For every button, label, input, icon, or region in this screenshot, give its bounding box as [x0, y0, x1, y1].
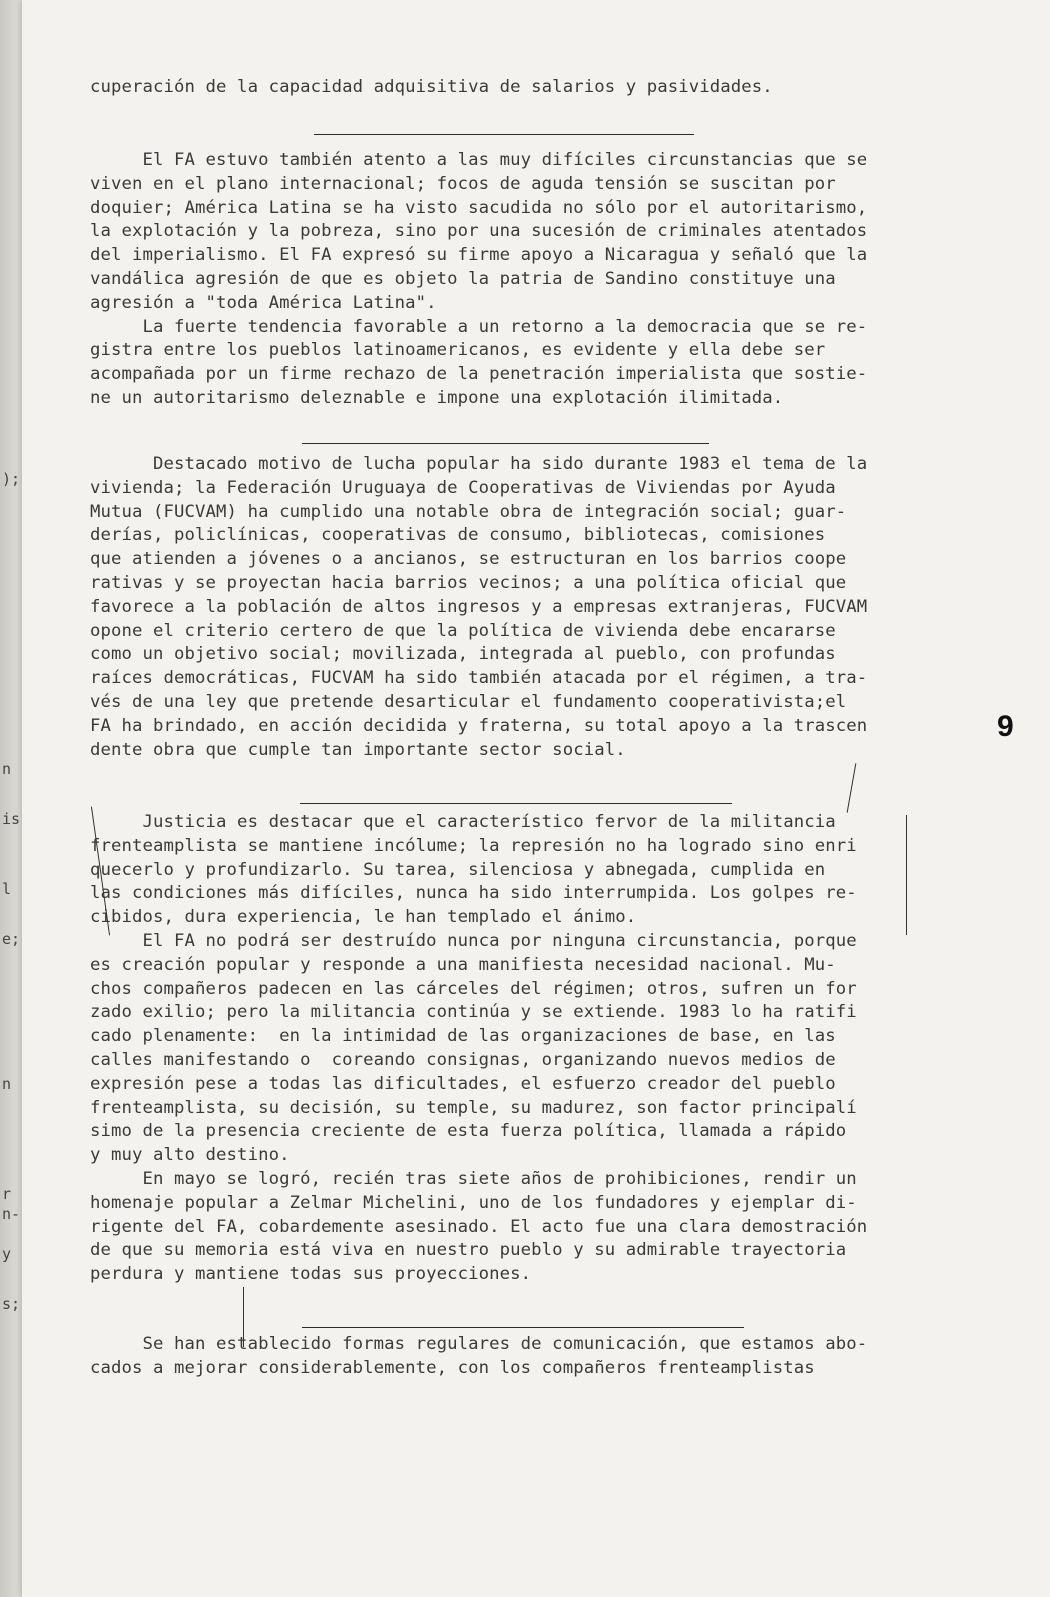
margin-fragment: l [2, 880, 12, 898]
page-number: 9 [997, 710, 1014, 743]
margin-fragment: ); [2, 470, 21, 488]
margin-fragment: is [2, 810, 21, 828]
margin-fragment: n [2, 760, 12, 778]
handwritten-tick-mark [243, 1287, 244, 1347]
margin-fragment: s; [2, 1295, 21, 1313]
margin-fragment: r [2, 1185, 12, 1203]
paragraph-internacional: El FA estuvo también atento a las muy difíciles circunstancias que se viven en el plano internacional; focos de aguda tensión se suscitan por doquier; América Latina se ha visto sacudida no sólo por el autoritarismo, la explotación y la pobreza, sino por una sucesión de criminales atentados del imperialismo. El FA expresó su firme apoyo a Nicaragua y señaló que la vandálica agresión de que es objeto la patria de Sandino constituye una agresión a "toda América Latina". La fuerte tendencia favorable a un retorno a la democracia que se re- gistra entre los pueblos latinoamericanos, es evidente y ella debe ser acompañada por un firme rechazo de la penetración imperialista que sostie- ne un autoritarismo deleznable e impone una explotación ilimitada. [90, 150, 868, 408]
handwritten-bracket-mark [906, 815, 907, 935]
paragraph-vivienda: Destacado motivo de lucha popular ha sido durante 1983 el tema de la vivienda; la Federación Uruguaya de Cooperativas de Viviendas por Ayuda Mutua (FUCVAM) ha cumplido una notable obra de integración social; guar- derías, policlínicas, cooperativas de consumo, bibliotecas, comisiones que atienden a jóvenes o a ancianos, se estructuran en los barrios coope rativas y se proyectan hacia barrios vecinos; a una política oficial que favorece a la población de altos ingresos y a empresas extranjeras, FUCVAM opone el criterio certero de que la política de vivienda debe encararse como un objetivo social; movilizada, integrada al pueblo, con profundas raíces democráticas, FUCVAM ha sido también atacada por el régimen, a tra- vés de una ley que pretende desarticular el fundamento cooperativista;el FA ha brindado, en acción decidida y fraterna, su total apoyo a la trascen dente obra que cumple tan importante sector social. [90, 454, 868, 760]
margin-fragment: n [2, 1075, 12, 1093]
section-divider [302, 1327, 744, 1328]
document-page [2, 0, 1050, 1597]
section-divider [302, 443, 709, 444]
margin-fragment: e; [2, 930, 21, 948]
handwritten-tick-mark [847, 763, 857, 812]
binding-gutter [0, 0, 24, 1597]
margin-fragment: n- [2, 1205, 21, 1223]
paragraph-salarios: cuperación de la capacidad adquisitiva de salarios y pasividades. [90, 77, 773, 97]
paragraph-comunicacion: Se han establecido formas regulares de comunicación, que estamos abo- cados a mejorar considerablemente, con los compañeros frenteamplistas [90, 1334, 868, 1378]
section-divider [314, 134, 694, 135]
section-divider [300, 803, 732, 804]
paragraph-militancia: Justicia es destacar que el característico fervor de la militancia frenteamplista se mantiene incólume; la represión no ha logrado sino enri quecerlo y profundizarlo. Su tarea, silenciosa y abnegada, cumplida en las condiciones más difíciles, nunca ha sido interrumpida. Los golpes re- cibidos, dura experiencia, le han templado el ánimo. El FA no podrá ser destruído nunca por ninguna circunstancia, porque es creación popular y responde a una manifiesta necesidad nacional. Mu- chos compañeros padecen en las cárceles del régimen; otros, sufren un for zado exilio; pero la militancia continúa y se extiende. 1983 lo ha ratifi cado plenamente: en la intimidad de las organizaciones de base, en las calles manifestando o coreando consignas, organizando nuevos medios de expresión pese a todas las dificultades, el esfuerzo creador del pueblo frenteamplista, su decisión, su temple, su madurez, son factor principalí simo de la presencia creciente de esta fuerza política, llamada a rápido y muy alto destino. En mayo se logró, recién tras siete años de prohibiciones, rendir un homenaje popular a Zelmar Michelini, uno de los fundadores y ejemplar di- rigente del FA, cobardemente asesinado. El acto fue una clara demostración de que su memoria está viva en nuestro pueblo y su admirable trayectoria perdura y mantiene todas sus proyecciones. [90, 812, 868, 1285]
margin-fragment: y [2, 1245, 12, 1263]
